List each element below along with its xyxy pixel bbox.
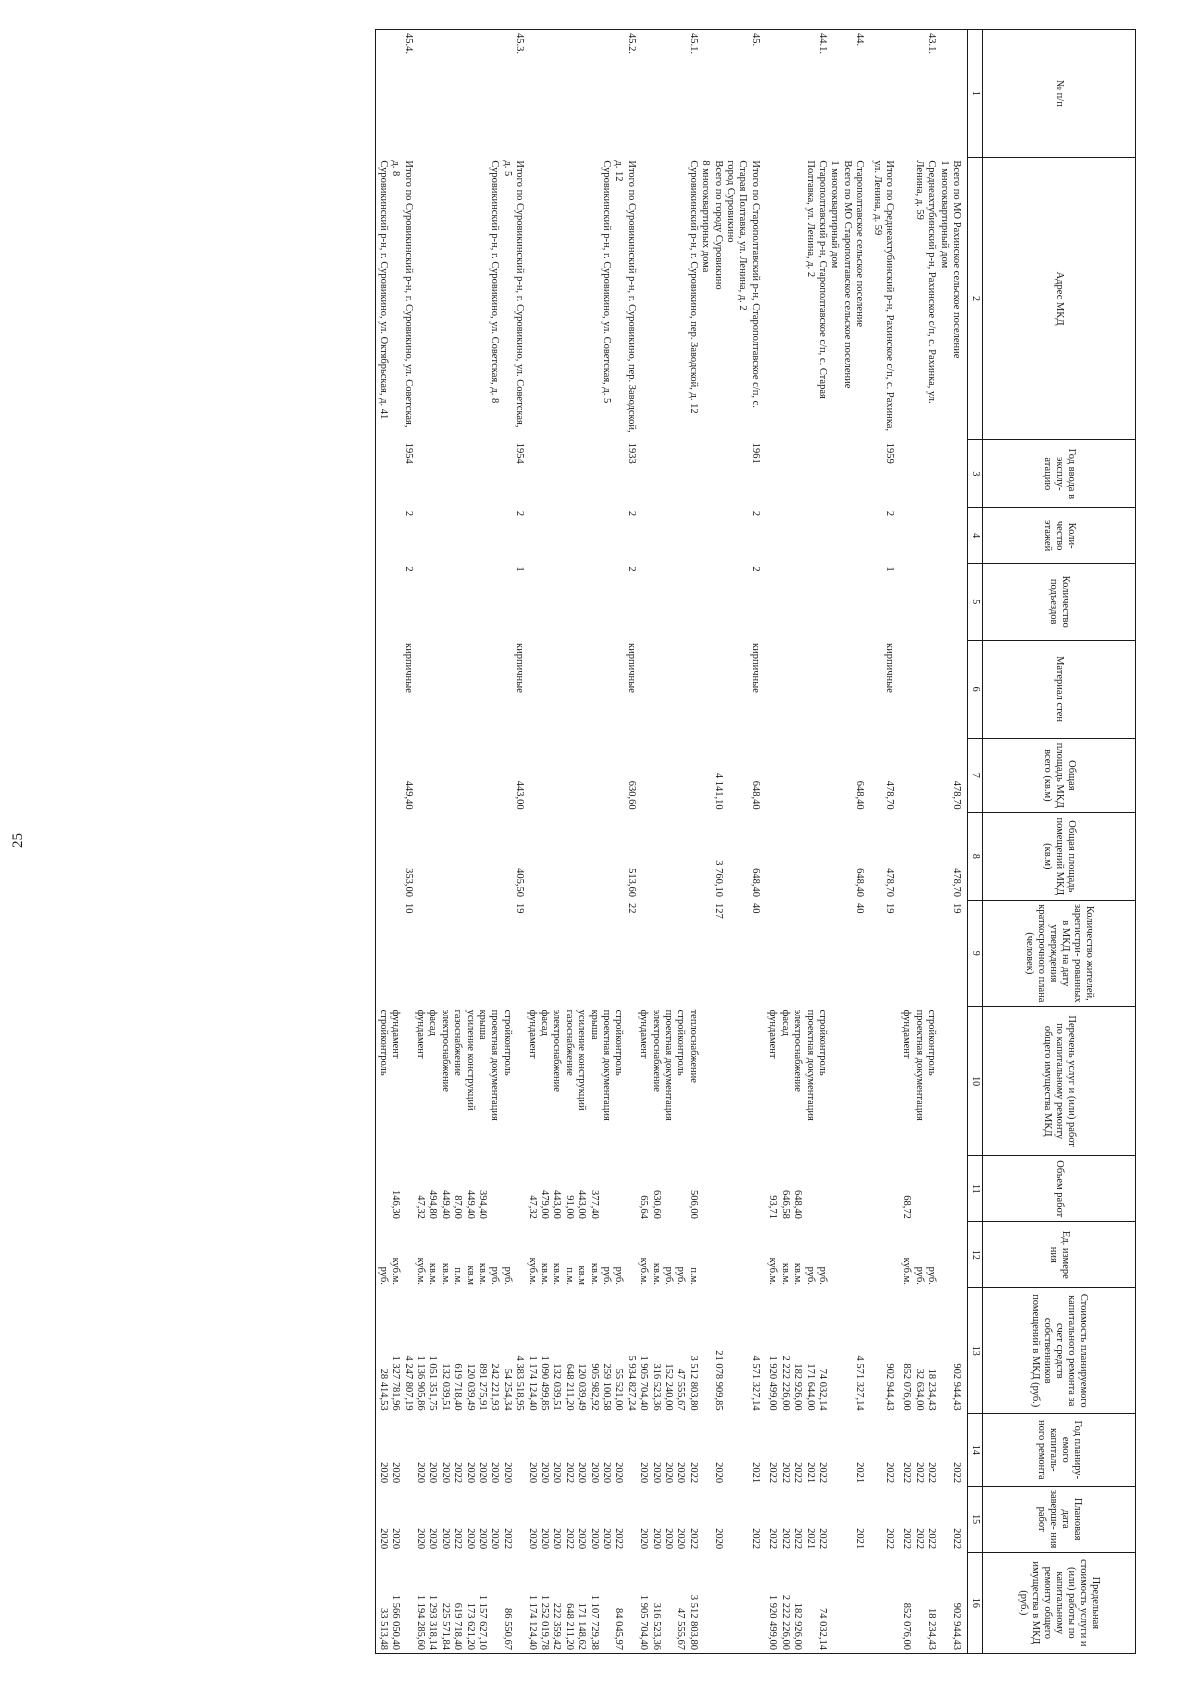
rooms-area-cell bbox=[766, 813, 828, 900]
entrances-cell bbox=[766, 563, 828, 640]
volume-cell bbox=[828, 1156, 870, 1222]
entrances-cell: 2 bbox=[749, 566, 761, 572]
rooms-area-cell: 648,40 3 760,10 bbox=[712, 860, 761, 898]
total-area-cell: 449,40 bbox=[402, 780, 414, 810]
year-built-cell bbox=[766, 440, 828, 508]
column-header-5: Количество подъездов bbox=[983, 563, 1136, 640]
unit-cell bbox=[937, 1222, 967, 1288]
works-cell: стройконтроль проектная документация крыша усиление конструкций газоснабжение электроснабжение фасад фундамент bbox=[414, 1009, 513, 1121]
column-number-2: 2 bbox=[968, 157, 983, 439]
column-header-2: Адрес МКД bbox=[983, 157, 1136, 439]
works-cell: фундамент стройконтроль bbox=[377, 1009, 402, 1076]
wall-material-cell: кирпичные bbox=[883, 643, 895, 693]
limit-cost-cell: 902 944,43 bbox=[951, 1602, 962, 1650]
floors-cell: 2 bbox=[514, 510, 526, 517]
plan-year-cell: 2020 2020 2020 2020 2022 2020 2020 2020 bbox=[414, 1462, 513, 1484]
plan-year-cell: 2022 bbox=[951, 1462, 962, 1484]
wall-material-cell bbox=[828, 640, 870, 738]
address-cell: Итого по Суровикинский р-н, г. Суровикино, ул. Советская, д. 5 Суровикинский р-н, г. Суровикино, ул. Советская, д. 8 bbox=[489, 160, 526, 428]
address-cell: Итого по Среднеахтубинский р-н, Рахинское с/п, с. Рахинка, ул. Ленина, д. 59 bbox=[871, 160, 895, 432]
cost-cell: 18 234,43 32 634,00 852 076,00 bbox=[901, 1363, 938, 1411]
entrances-cell bbox=[828, 563, 870, 640]
entrances-cell: 2 bbox=[625, 566, 637, 572]
total-area-cell: 630,60 bbox=[625, 780, 637, 810]
column-header-11: Объем работ bbox=[983, 1156, 1136, 1222]
unit-cell: руб. руб. кв.м. кв.м. куб.м. bbox=[767, 1257, 828, 1285]
column-number-6: 6 bbox=[968, 640, 983, 738]
residents-cell bbox=[637, 900, 699, 1007]
year-built-cell: 1933 bbox=[625, 442, 637, 464]
column-header-9: Количество жителей, зарегистри- рованных в МКД на дату утверждения краткосрочного плана (человек) bbox=[983, 900, 1136, 1007]
address-cell: Старополтавское сельское поселение Всего по МО Старополтавское сельское поселение 1 многоквартирный дом bbox=[829, 160, 866, 389]
works-cell: стройконтроль проектная документация электроснабжение фасад фундамент bbox=[767, 1009, 828, 1121]
completion-date-cell: 2020 2020 bbox=[377, 1528, 402, 1550]
rooms-area-cell: 478,70 bbox=[951, 868, 962, 898]
address-cell: Среднеахтубинский р-н, Рахинское с/п, с. Рахинка, ул. Ленина, д. 59 bbox=[913, 160, 938, 404]
cost-cell: 4 571 327,14 21 078 909,85 bbox=[712, 1350, 761, 1411]
completion-date-cell: 2021 bbox=[854, 1528, 866, 1550]
year-built-cell bbox=[828, 440, 870, 508]
unit-cell bbox=[828, 1222, 870, 1288]
unit-cell: руб. руб. кв.м. кв.м п.м. кв.м. кв.м. куб.м. bbox=[526, 1257, 625, 1285]
cost-cell: 74 032,14 171 644,00 182 926,00 2 222 226,00 1 920 499,00 bbox=[767, 1355, 828, 1411]
rooms-area-cell: 513,60 bbox=[625, 868, 637, 898]
unit-cell: п.м. руб. руб. кв.м. куб.м. bbox=[638, 1257, 699, 1285]
column-number-13: 13 bbox=[968, 1288, 983, 1414]
column-number-1: 1 bbox=[968, 30, 983, 158]
row-number: 45.4. bbox=[402, 33, 414, 54]
volume-cell: 648,40 646,58 93,71 bbox=[767, 1189, 804, 1219]
floors-cell: 2 bbox=[402, 510, 414, 517]
completion-date-cell: 2022 2021 2022 2022 2022 bbox=[767, 1528, 828, 1550]
residents-cell bbox=[900, 900, 937, 1007]
summary-row bbox=[828, 30, 870, 1654]
limit-cost-cell: 18 234,43 852 076,00 bbox=[901, 1602, 938, 1650]
column-header-10: Перечень услуг и (или) работ по капитальному ремонту общего имущества МКД bbox=[983, 1007, 1136, 1156]
column-header-16: Предельная стоимость услуги и (или) работы по капитальному ремонту общего имущества в МКД (руб.) bbox=[983, 1552, 1136, 1653]
column-number-15: 15 bbox=[968, 1486, 983, 1552]
floors-cell bbox=[900, 508, 937, 563]
column-header-6: Материал стен bbox=[983, 640, 1136, 738]
cost-cell: 5 934 827,24 55 521,00 259 100,58 905 982,92 120 039,49 648 211,20 132 039,51 1 090 499,85 1 174 124,40 bbox=[526, 1355, 637, 1411]
unit-cell bbox=[870, 1222, 900, 1288]
residents-cell: 40 127 bbox=[712, 903, 761, 919]
plan-year-cell: 2022 2020 2020 2020 2020 bbox=[638, 1462, 699, 1484]
year-built-cell bbox=[937, 440, 967, 508]
completion-date-cell: 2022 2020 bbox=[712, 1528, 761, 1550]
row-number: 44.1. bbox=[816, 33, 828, 54]
row-number: 43.1. bbox=[926, 33, 938, 54]
floors-cell bbox=[766, 508, 828, 563]
unit-cell: руб. руб. куб.м. bbox=[901, 1257, 938, 1285]
row-number: 45. bbox=[749, 33, 761, 47]
wall-material-cell bbox=[937, 640, 967, 738]
year-built-cell: 1961 bbox=[749, 442, 761, 464]
wall-material-cell: кирпичные bbox=[625, 643, 637, 693]
residents-cell: 19 bbox=[951, 903, 962, 914]
total-area-cell bbox=[766, 738, 828, 813]
plan-year-cell: 2020 2020 2020 2020 2022 2020 2020 2020 bbox=[526, 1462, 625, 1484]
column-number-7: 7 bbox=[968, 738, 983, 813]
column-header-15: Плановая дата заверше- ния работ bbox=[983, 1486, 1136, 1552]
residents-cell: 19 bbox=[514, 903, 526, 914]
row-number: 44. bbox=[854, 33, 866, 47]
works-cell: стройконтроль проектная документация крыша усиление конструкций газоснабжение электроснабжение фасад фундамент bbox=[526, 1009, 625, 1121]
row-number: 45.1. bbox=[687, 33, 699, 54]
works-cell bbox=[699, 1007, 766, 1156]
cost-cell: 4 247 807,19 1 327 781,96 28 414,53 bbox=[377, 1355, 414, 1411]
cost-cell: 902 944,43 bbox=[883, 1363, 895, 1411]
house-row bbox=[766, 30, 828, 1654]
volume-cell: 68,72 bbox=[901, 1195, 913, 1219]
completion-date-cell: 2022 2020 2020 2020 2022 2020 2020 2020 bbox=[526, 1528, 625, 1550]
column-header-7: Общая площадь МКД всего (кв.м) bbox=[983, 738, 1136, 813]
year-built-cell bbox=[637, 440, 699, 508]
total-area-cell: 648,40 4 141,10 bbox=[712, 772, 761, 810]
summary-row bbox=[870, 30, 900, 1654]
column-number-9: 9 bbox=[968, 900, 983, 1007]
address-cell: Суровикинский р-н, г. Суровикино, пер. Заводской, д. 12 bbox=[687, 160, 699, 414]
plan-year-cell: 2021 bbox=[854, 1462, 866, 1484]
row-number: 45.2. bbox=[625, 33, 637, 54]
wall-material-cell bbox=[637, 640, 699, 738]
rooms-area-cell bbox=[900, 813, 937, 900]
unit-cell: куб.м. руб. bbox=[377, 1257, 402, 1285]
column-number-5: 5 bbox=[968, 563, 983, 640]
completion-date-cell: 2022 bbox=[951, 1528, 962, 1550]
entrances-cell bbox=[637, 563, 699, 640]
limit-cost-cell bbox=[870, 1552, 900, 1653]
wall-material-cell: кирпичные bbox=[749, 643, 761, 693]
residents-cell: 19 bbox=[883, 903, 895, 914]
address-cell: Итого по Суровикинский р-н, г. Суровикино, ул. Советская, д. 8 Суровикинский р-н, г. Суровикино, ул. Октябрьская, д. 41 bbox=[377, 160, 414, 428]
residents-cell: 40 bbox=[854, 903, 866, 914]
year-built-cell: 1954 bbox=[402, 442, 414, 464]
works-cell: теплоснабжение стройконтроль проектная документация электроснабжение фундамент bbox=[638, 1009, 699, 1121]
total-area-cell: 443,00 bbox=[514, 780, 526, 810]
volume-cell bbox=[937, 1156, 967, 1222]
works-cell bbox=[870, 1007, 900, 1156]
column-header-3: Год ввода в эксплу- атацию bbox=[983, 440, 1136, 508]
column-number-16: 16 bbox=[968, 1552, 983, 1653]
year-built-cell: 1959 bbox=[883, 442, 895, 464]
floors-cell bbox=[828, 508, 870, 563]
wall-material-cell: кирпичные bbox=[514, 643, 526, 693]
works-cell bbox=[937, 1007, 967, 1156]
floors-cell: 2 bbox=[883, 510, 895, 517]
total-area-cell: 648,40 bbox=[854, 780, 866, 810]
floors-cell: 2 bbox=[749, 510, 761, 517]
column-number-14: 14 bbox=[968, 1414, 983, 1486]
house-row bbox=[525, 30, 637, 1654]
volume-cell bbox=[699, 1156, 766, 1222]
capital-repair-table bbox=[375, 29, 1136, 1654]
floors-cell: 2 bbox=[625, 510, 637, 517]
address-cell: Всего по МО Рахинское сельское поселение 1 многоквартирный дом bbox=[938, 160, 962, 359]
completion-date-cell: 2022 2022 2022 bbox=[901, 1528, 938, 1550]
cost-cell: 902 944,43 bbox=[951, 1363, 962, 1411]
cost-cell: 3 512 803,80 47 555,67 152 240,00 316 523,36 1 905 704,40 bbox=[638, 1355, 699, 1411]
wall-material-cell bbox=[900, 640, 937, 738]
completion-date-cell: 2022 2020 2020 2020 2020 bbox=[638, 1528, 699, 1550]
works-cell: стройконтроль проектная документация фундамент bbox=[901, 1009, 938, 1121]
address-cell: Итого по Старополтавский р-н, Старополтавское с/п, с. Старая Полтавка, ул. Ленина, д. 2 город Суровикино Всего по городу Суровикино 8 многоквартирных дома bbox=[700, 160, 761, 408]
wall-material-cell: кирпичные bbox=[402, 643, 414, 693]
column-number-10: 10 bbox=[968, 1007, 983, 1156]
residents-cell bbox=[766, 900, 828, 1007]
column-number-8: 8 bbox=[968, 813, 983, 900]
house-row bbox=[414, 30, 526, 1654]
column-header-1: № п/п bbox=[983, 30, 1136, 158]
house-row bbox=[900, 30, 937, 1654]
rooms-area-cell: 405,50 bbox=[514, 868, 526, 898]
entrances-cell: 2 bbox=[402, 566, 414, 572]
volume-cell: 146,30 bbox=[390, 1189, 402, 1219]
entrances-cell: 1 bbox=[514, 566, 526, 572]
column-number-4: 4 bbox=[968, 508, 983, 563]
summary-row bbox=[699, 30, 766, 1654]
limit-cost-cell: 86 550,67 1 157 627,10 173 621,20 619 718,40 225 571,84 1 293 318,14 1 194 285,60 bbox=[414, 1594, 513, 1650]
column-number-12: 12 bbox=[968, 1222, 983, 1288]
plan-year-cell: 2022 2021 2022 2022 2022 bbox=[767, 1462, 828, 1484]
column-number-11: 11 bbox=[968, 1156, 983, 1222]
summary-row bbox=[937, 30, 967, 1654]
volume-cell: 377,40 443,00 91,00 443,00 479,00 47,32 bbox=[526, 1189, 600, 1219]
header-row bbox=[983, 30, 1136, 1654]
column-header-4: Коли- чество этажей bbox=[983, 508, 1136, 563]
volume-cell: 506,00 630,60 65,64 bbox=[638, 1189, 699, 1219]
row-number bbox=[870, 30, 900, 158]
floors-cell bbox=[937, 508, 967, 563]
completion-date-cell: 2022 bbox=[883, 1528, 895, 1550]
entrances-cell: 1 bbox=[883, 566, 895, 572]
limit-cost-cell bbox=[699, 1552, 766, 1653]
house-row bbox=[637, 30, 699, 1654]
rooms-area-cell: 648,40 bbox=[854, 868, 866, 898]
volume-cell bbox=[870, 1156, 900, 1222]
row-number: 45.3. bbox=[514, 33, 526, 54]
residents-cell: 22 bbox=[625, 903, 637, 914]
rooms-area-cell: 353,00 bbox=[402, 868, 414, 898]
wall-material-cell bbox=[766, 640, 828, 738]
address-cell: Старополтавский р-н, Старополтавское с/п, с. Старая Полтавка, ул. Ленина, д. 2 bbox=[804, 160, 828, 399]
works-cell bbox=[828, 1007, 870, 1156]
rotated-table-container bbox=[61, 29, 1136, 1654]
total-area-cell: 478,70 bbox=[951, 780, 962, 810]
column-header-8: Общая площадь помещений МКД (кв.м) bbox=[983, 813, 1136, 900]
limit-cost-cell: 1 566 050,40 33 513,48 bbox=[377, 1594, 402, 1650]
table-body bbox=[376, 30, 968, 1654]
cost-cell: 4 571 327,14 bbox=[854, 1355, 866, 1411]
column-number-row bbox=[968, 30, 983, 1654]
completion-date-cell: 2022 2020 2020 2020 2022 2020 2020 2020 bbox=[414, 1528, 513, 1550]
year-built-cell: 1954 bbox=[514, 442, 526, 464]
column-header-13: Стоимость планируемого капитального ремонта за счет средств собственников помещений в МКД (руб.) bbox=[983, 1288, 1136, 1414]
column-number-3: 3 bbox=[968, 440, 983, 508]
house-row bbox=[376, 30, 414, 1654]
unit-cell: руб. руб. кв.м. кв.м п.м. кв.м. кв.м. куб.м. bbox=[414, 1257, 513, 1285]
total-area-cell: 478,70 bbox=[883, 780, 895, 810]
cost-cell: 4 383 518,95 54 254,34 242 221,93 891 275,91 120 039,49 619 718,40 132 039,51 1 051 351,75 1 136 905,86 bbox=[414, 1355, 526, 1411]
residents-cell: 10 bbox=[402, 903, 414, 914]
rooms-area-cell: 478,70 bbox=[883, 868, 895, 898]
entrances-cell bbox=[900, 563, 937, 640]
volume-cell: 394,40 449,40 87,00 449,40 494,80 47,32 bbox=[414, 1189, 488, 1219]
limit-cost-cell: 84 045,97 1 107 729,38 171 148,62 648 211,20 222 359,42 1 252 019,78 1 174 124,40 bbox=[526, 1594, 625, 1650]
column-header-14: Год планиру- емого капиталь- ного ремонта bbox=[983, 1414, 1136, 1486]
unit-cell bbox=[699, 1222, 766, 1288]
limit-cost-cell: 74 032,14 182 926,00 2 222 226,00 1 920 499,00 bbox=[767, 1594, 828, 1650]
year-built-cell bbox=[900, 440, 937, 508]
floors-cell bbox=[637, 508, 699, 563]
total-area-cell bbox=[637, 738, 699, 813]
page-number: 25 bbox=[10, 833, 26, 848]
total-area-cell bbox=[900, 738, 937, 813]
entrances-cell bbox=[937, 563, 967, 640]
limit-cost-cell: 3 512 803,80 47 555,67 316 523,36 1 905 704,40 bbox=[638, 1594, 699, 1650]
plan-year-cell: 2021 2020 bbox=[712, 1462, 761, 1484]
rooms-area-cell bbox=[637, 813, 699, 900]
plan-year-cell: 2022 bbox=[883, 1462, 895, 1484]
address-cell: Итого по Суровикинский р-н, г. Суровикино, пер. Заводской, д. 12 Суровикинский р-н, г. Суровикино, ул. Советская, д. 5 bbox=[601, 160, 637, 433]
plan-year-cell: 2020 2020 bbox=[377, 1462, 402, 1484]
limit-cost-cell bbox=[828, 1552, 870, 1653]
row-number bbox=[937, 30, 967, 158]
plan-year-cell: 2022 2022 2022 bbox=[901, 1462, 938, 1484]
column-header-12: Ед. измере ния bbox=[983, 1222, 1136, 1288]
